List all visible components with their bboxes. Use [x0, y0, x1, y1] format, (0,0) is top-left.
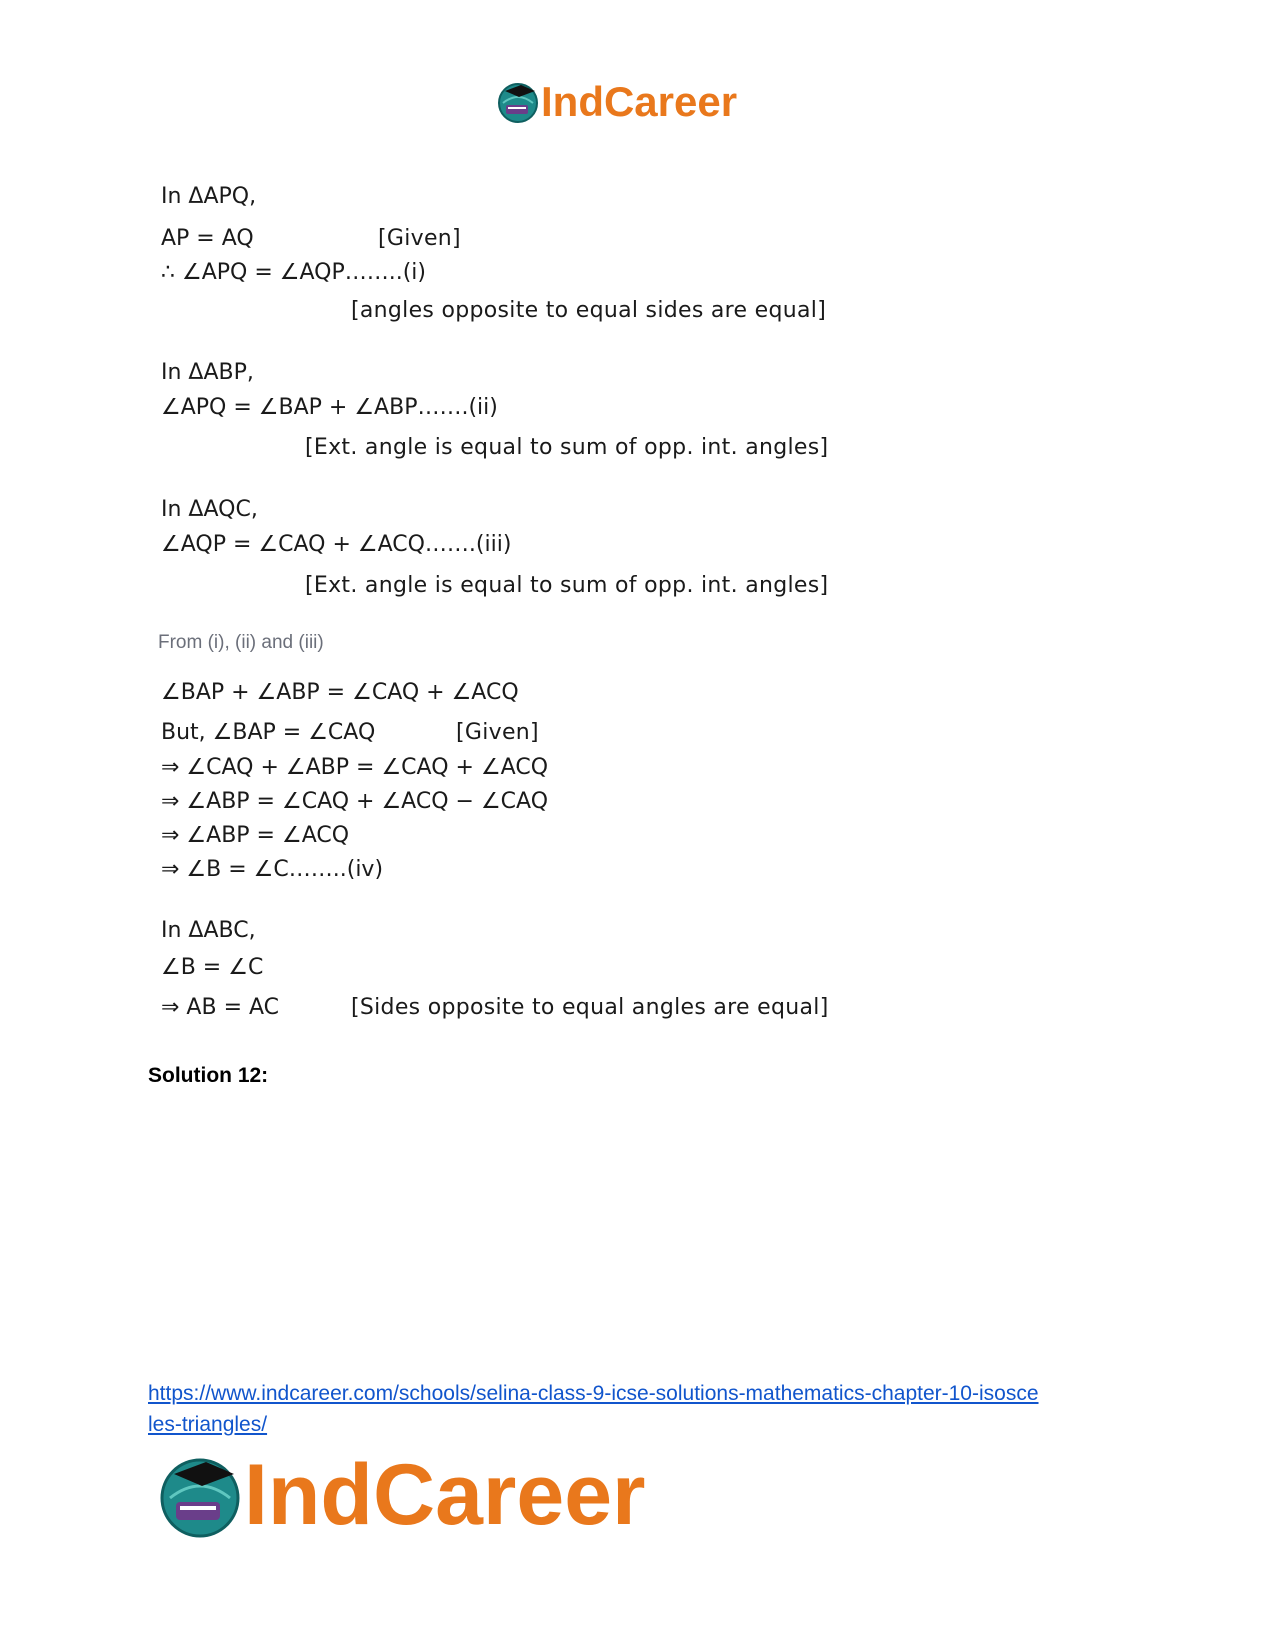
- line-apq-sum: ∠APQ = ∠BAP + ∠ABP…….(ii): [161, 395, 498, 420]
- line-in-aqc: In ΔAQC,: [161, 497, 258, 522]
- line-from-i-ii-iii: From (i), (ii) and (iii): [158, 632, 324, 653]
- line-reason-ext-angle-1: [Ext. angle is equal to sum of opp. int. angles]: [305, 435, 829, 460]
- source-link-line-2: les-triangles/: [148, 1413, 268, 1436]
- line-equation-combined: ∠BAP + ∠ABP = ∠CAQ + ∠ACQ: [161, 680, 519, 705]
- footer-logo-text: IndCareer: [244, 1447, 646, 1543]
- line-in-apq: In ΔAPQ,: [161, 184, 257, 209]
- line-reason-ext-angle-2: [Ext. angle is equal to sum of opp. int. angles]: [305, 573, 829, 598]
- line-given-1: [Given]: [378, 226, 461, 251]
- source-link[interactable]: [148, 1378, 1039, 1440]
- line-reason-opposite-sides: [angles opposite to equal sides are equal]: [351, 298, 827, 323]
- line-b-eq-c: ∠B = ∠C: [161, 955, 264, 980]
- line-aqp-sum: ∠AQP = ∠CAQ + ∠ACQ…….(iii): [161, 532, 512, 557]
- line-reason-opposite-angles: [Sides opposite to equal angles are equal]: [351, 995, 829, 1020]
- line-given-2: [Given]: [456, 720, 539, 745]
- globe-graduate-icon: [497, 81, 539, 123]
- line-in-abp: In ΔABP,: [161, 360, 254, 385]
- line-ab-eq-ac: ⇒ AB = AC: [161, 995, 280, 1020]
- globe-graduate-icon: [158, 1454, 242, 1538]
- line-ap-eq-aq: AP = AQ: [161, 226, 254, 251]
- solution-heading: Solution 12:: [148, 1064, 269, 1087]
- line-in-abc: In ΔABC,: [161, 918, 256, 943]
- header-logo-text: IndCareer: [541, 78, 738, 125]
- header-logo: [497, 78, 737, 126]
- line-but-bap-caq: But, ∠BAP = ∠CAQ: [161, 720, 376, 745]
- line-implies-3: ⇒ ∠ABP = ∠ACQ: [161, 823, 350, 848]
- footer-logo: [158, 1446, 646, 1545]
- source-link-line-1: https://www.indcareer.com/schools/selina-class-9-icse-solutions-mathematics-chapter-10-isosce: [148, 1382, 1039, 1405]
- line-implies-1: ⇒ ∠CAQ + ∠ABP = ∠CAQ + ∠ACQ: [161, 755, 549, 780]
- line-angle-apq-aqp: ∴ ∠APQ = ∠AQP……..(i): [161, 260, 426, 285]
- line-implies-2: ⇒ ∠ABP = ∠CAQ + ∠ACQ − ∠CAQ: [161, 789, 549, 814]
- line-implies-4: ⇒ ∠B = ∠C……..(iv): [161, 857, 384, 882]
